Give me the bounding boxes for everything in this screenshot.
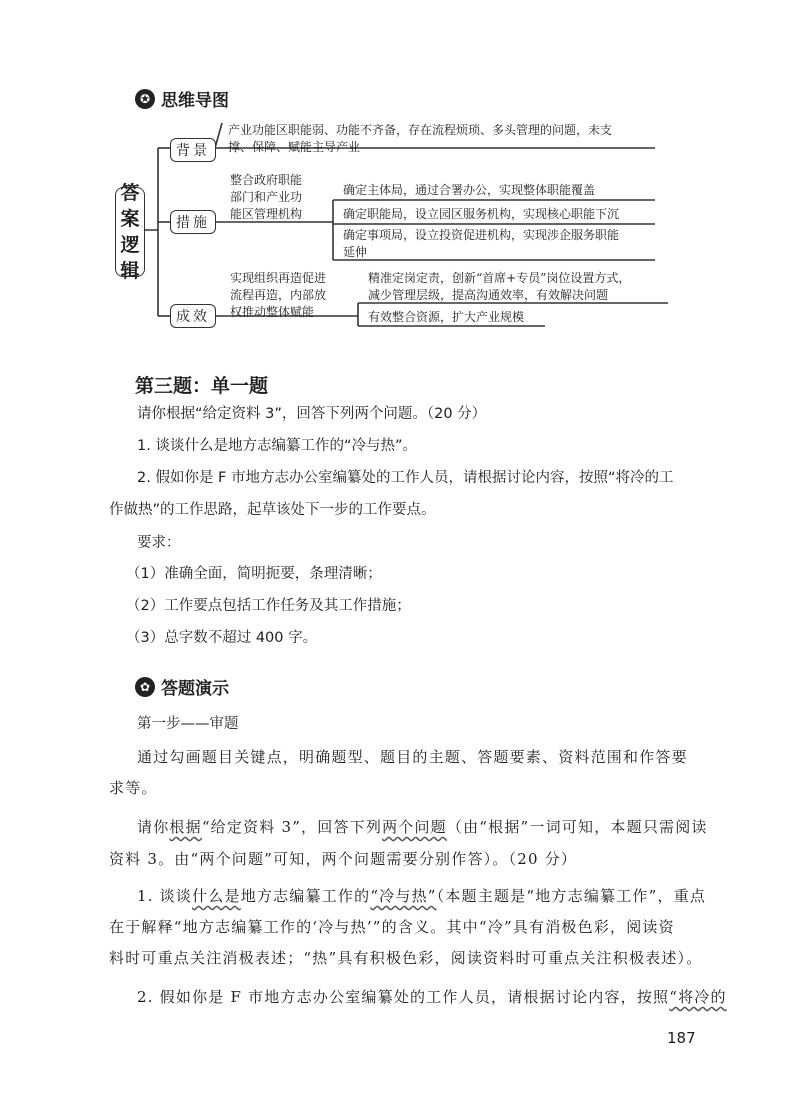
- step-title: 第一步——审题: [137, 716, 239, 732]
- para1-line1: 通过勾画题目关键点，明确题型、题目的主题、答题要素、资料范围和作答要: [137, 748, 688, 766]
- results-item-line: 减少管理层级，提高沟通效率，有效解决问题: [368, 288, 609, 302]
- para4-line1: [137, 987, 727, 1007]
- results-item-line: 精准定岗定责，创新“首席+专员”岗位设置方式，: [368, 271, 631, 285]
- star-icon: ✪: [135, 89, 155, 109]
- para2-text: “给定资料 3”，回答下列: [201, 818, 383, 836]
- background-text-line: 撑、保障、赋能主导产业: [228, 140, 361, 154]
- para4-keyword: “将冷的: [669, 988, 727, 1006]
- results-sub-line: 流程再造，内部放: [230, 288, 327, 302]
- page-number: 187: [667, 1029, 696, 1047]
- para3-line2: 在于解释“地方志编纂工作的‘冷与热’”的含义。其中“冷”具有消极色彩，阅读资: [109, 918, 675, 936]
- measures-item-line: 延伸: [343, 245, 368, 259]
- measures-item-1: [343, 182, 595, 199]
- branch-measures: [170, 210, 216, 234]
- para3-line3: 料时可重点关注消极表述；“热”具有积极色彩，阅读资料时可重点关注积极表述）。: [109, 949, 703, 967]
- mindmap-root: [115, 182, 145, 282]
- demo-heading-text: 答题演示: [161, 679, 229, 699]
- branch-background-label: 背景: [176, 143, 210, 159]
- measures-item-line: 确定职能局，设立园区服务机构，实现核心职能下沉: [343, 207, 620, 221]
- para2-text: 请你: [137, 818, 170, 836]
- para2-line2: 资料 3。由“两个问题”可知，两个问题需要分别作答）。（20 分）: [109, 850, 578, 868]
- branch-measures-label: 措施: [176, 215, 210, 231]
- para2-keyword: 根据: [169, 818, 202, 836]
- requirement-3: （3）总字数不超过 400 字。: [126, 630, 318, 646]
- root-char: 案: [120, 208, 140, 230]
- para3-line1: [137, 886, 706, 906]
- measures-sub-line: 部门和产业功: [230, 190, 303, 204]
- para3-text: 1. 谈谈: [137, 887, 193, 905]
- results-sub-line: 实现组织再造促进: [230, 271, 327, 285]
- root-char: 辑: [120, 260, 140, 282]
- measures-sub: [230, 172, 302, 223]
- results-sub: [230, 270, 326, 321]
- results-item-line: 有效整合资源，扩大产业规模: [368, 310, 525, 324]
- branch-background: [170, 138, 216, 162]
- root-char: 逻: [120, 234, 140, 256]
- measures-item-line: 确定事项局，设立投资促进机构，实现涉企服务职能: [343, 228, 620, 242]
- sprout-icon: ✿: [135, 677, 155, 697]
- requirement-2: （2）工作要点包括工作任务及其工作措施；: [126, 598, 411, 614]
- question-1: 1. 谈谈什么是地方志编纂工作的“冷与热”。: [137, 438, 417, 454]
- para3-text: （本题主题是“地方志编纂工作”，重点: [436, 887, 707, 905]
- measures-item-line: 确定主体局，通过合署办公，实现整体职能覆盖: [343, 183, 596, 197]
- results-item-1: [368, 270, 630, 304]
- root-char: 答: [120, 182, 140, 204]
- para2-line1: [137, 817, 708, 837]
- measures-item-3: [343, 227, 619, 261]
- results-sub-line: 权推动整体赋能: [230, 305, 315, 319]
- demo-heading: [135, 674, 229, 699]
- branch-results-label: 成效: [176, 309, 210, 325]
- results-item-2: [368, 309, 524, 326]
- requirements-label: 要求：: [137, 535, 181, 551]
- background-text-line: 产业功能区职能弱、功能不齐备，存在流程烦琐、多头管理的问题，未支: [228, 123, 613, 137]
- measures-item-2: [343, 206, 619, 223]
- branch-results: [170, 304, 216, 328]
- question-title: 第三题：单一题: [135, 375, 269, 397]
- measures-sub-line: 能区管理机构: [230, 207, 303, 221]
- mindmap-heading-text: 思维导图: [161, 91, 229, 111]
- para3-keyword: “冷与热”: [370, 887, 437, 905]
- para2-text: （由“根据”一词可知，本题只需阅读: [446, 818, 708, 836]
- question-2-line1: 2. 假如你是 F 市地方志办公室编纂处的工作人员，请根据讨论内容，按照“将冷的工: [137, 470, 674, 486]
- para2-keyword: 两个问题: [382, 818, 447, 836]
- measures-sub-line: 整合政府职能: [230, 173, 303, 187]
- requirement-1: （1）准确全面，简明扼要，条理清晰；: [126, 566, 382, 582]
- background-text: [228, 122, 612, 156]
- question-intro: 请你根据“给定资料 3”，回答下列两个问题。（20 分）: [137, 406, 487, 422]
- para4-text: 2. 假如你是 F 市地方志办公室编纂处的工作人员，请根据讨论内容，按照: [137, 988, 670, 1006]
- question-2-line2: 作做热”的工作思路，起草该处下一步的工作要点。: [109, 502, 436, 518]
- para3-keyword: 什么是: [192, 887, 241, 905]
- para1-line2: 求等。: [109, 779, 158, 797]
- para3-text: 地方志编纂工作的: [240, 887, 371, 905]
